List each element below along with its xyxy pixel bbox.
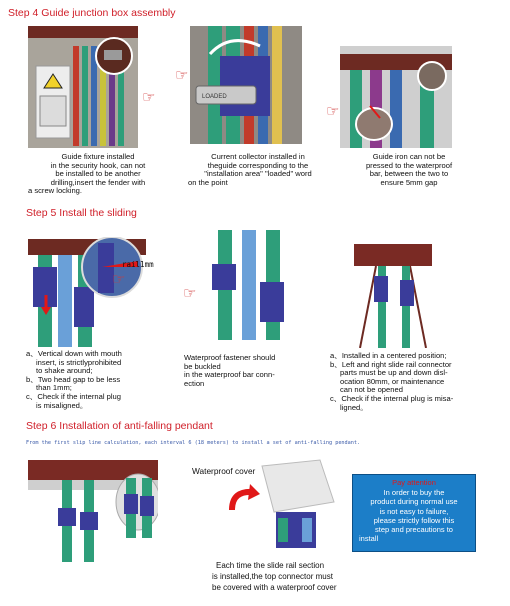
waterproof-cover-label: Waterproof cover xyxy=(192,466,256,476)
caption-line: on the point xyxy=(188,177,228,187)
caption-line: insert, is strictlyprohibited xyxy=(36,357,122,367)
caption-line: ocation 80mm, or maintenance xyxy=(340,376,445,386)
caption-guide-iron xyxy=(346,153,472,187)
caption-line: Guide fixture installed xyxy=(61,152,135,161)
notice-box xyxy=(352,474,476,552)
caption-line: b、Left and right slide rail connector xyxy=(330,359,452,369)
caption-centered-position xyxy=(330,352,505,412)
caption-line: than 1mm; xyxy=(36,383,72,393)
step6-title: Step 6 Installation of anti-falling pendant xyxy=(26,420,213,432)
caption-line: is misaligned。 xyxy=(36,400,88,410)
photo-guide-iron xyxy=(340,46,452,148)
caption-line: be covered with a waterproof cover xyxy=(212,583,337,592)
caption-line: be buckled xyxy=(184,361,221,371)
caption-line: Waterproof fastener should xyxy=(184,353,276,362)
pointing-hand-icon: ☞ xyxy=(326,103,340,120)
caption-line: bar, between the two to xyxy=(369,169,449,179)
caption-line: is installed,the top connector must xyxy=(212,572,333,581)
step6-subtitle: From the first slip line calculation, each interval 6 (18 meters) to install a set of anti-falling pendant. xyxy=(26,440,361,446)
step4-title: Step 4 Guide junction box assembly xyxy=(8,7,176,19)
step5-title: Step 5 Install the sliding xyxy=(26,207,137,219)
caption-line: a、Installed in a centered position; xyxy=(330,351,447,360)
caption-line: c、Check if the internal plug xyxy=(26,391,121,401)
caption-line: to shake around; xyxy=(36,366,93,376)
caption-line: be installed to be another xyxy=(55,169,141,179)
caption-line: a、Vertical down with mouth xyxy=(26,349,122,358)
photo-waterproof-cover xyxy=(256,458,336,554)
caption-line: c、Check if the internal plug is misa- xyxy=(330,393,454,403)
photo-guide-fixture xyxy=(28,26,138,148)
photo-current-collector xyxy=(190,26,302,144)
caption-line: b、Two head gap to be less xyxy=(26,374,121,384)
arrow-icon xyxy=(228,484,260,514)
caption-line: Current collector installed in xyxy=(211,152,305,161)
caption-line: ensure 5mm gap xyxy=(380,177,438,187)
photo-vertical-insert xyxy=(28,237,146,347)
caption-line: "installation area" "loaded" word xyxy=(204,169,312,179)
photo-centered-position xyxy=(354,240,432,348)
svg-text:LOADED: LOADED xyxy=(202,94,227,100)
caption-line: drilling,insert the fender with xyxy=(50,177,146,187)
caption-line: a screw locking. xyxy=(28,186,83,196)
photo-waterproof-fastener xyxy=(206,230,294,340)
caption-line: theguide corresponding to the xyxy=(207,160,309,170)
caption-line: can not be opened xyxy=(340,385,403,395)
notice-line: step and precautions to xyxy=(375,525,453,535)
caption-line: Each time the slide rail section xyxy=(216,561,325,570)
pointing-hand-icon: ☞ xyxy=(183,285,197,302)
caption-line: pressed to the waterproof xyxy=(365,160,453,170)
notice-title: Pay attention xyxy=(392,478,436,487)
notice-line: is not easy to failure, xyxy=(379,506,449,516)
caption-line: ection xyxy=(184,378,205,388)
caption-line: in the security hook, can not xyxy=(50,160,146,170)
notice-line: product during normal use xyxy=(370,497,458,507)
notice-body xyxy=(353,488,475,544)
caption-current-collector xyxy=(188,153,328,187)
notice-line: please strictly follow this xyxy=(373,515,455,525)
caption-line: parts must be up and down disl- xyxy=(340,368,448,378)
caption-guide-fixture xyxy=(28,153,168,196)
caption-line: in the waterproof bar conn- xyxy=(184,370,275,380)
pointing-hand-icon: ☞ xyxy=(112,271,126,288)
caption-waterproof-fastener xyxy=(184,354,304,388)
notice-line: In order to buy the xyxy=(383,488,445,497)
photo-anti-falling-pendant xyxy=(28,458,158,562)
pointing-hand-icon: ☞ xyxy=(142,89,156,106)
caption-line: Guide iron can not be xyxy=(372,152,446,161)
notice-line: install xyxy=(359,534,379,544)
caption-line: ligned。 xyxy=(340,402,368,412)
waterproof-cover-caption xyxy=(212,560,337,593)
rail-gap-label: rail1mm xyxy=(122,260,154,269)
caption-vertical-insert xyxy=(26,350,166,410)
pointing-hand-icon: ☞ xyxy=(175,67,189,84)
